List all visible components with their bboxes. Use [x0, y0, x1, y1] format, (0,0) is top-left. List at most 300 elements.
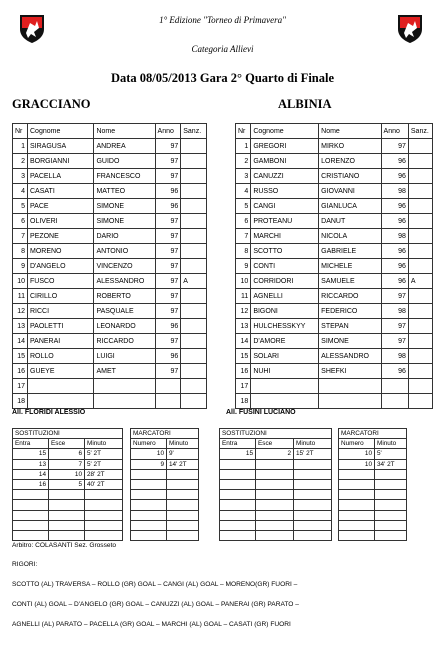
table-row: [13, 469, 123, 479]
player-surname: PACELLA: [28, 169, 94, 184]
table-row: [13, 184, 207, 199]
player-name: MATTEO: [94, 184, 155, 199]
player-surname: SCOTTO: [251, 244, 319, 259]
subs-title-row: [13, 429, 123, 439]
player-number: 15: [13, 349, 28, 364]
team-name-away: ALBINIA: [278, 97, 332, 111]
sub-minute: 15' 2T: [294, 449, 332, 459]
player-name: RICCARDO: [94, 334, 155, 349]
subs-header-entra: Entra: [220, 439, 256, 449]
player-year: 97: [155, 169, 181, 184]
scorer-minute: 5': [375, 449, 407, 459]
sub-minute: [294, 500, 332, 510]
player-sanction: [408, 244, 432, 259]
player-number: 4: [236, 184, 251, 199]
sub-out: 5: [49, 479, 85, 489]
team-name-home: GRACCIANO: [12, 97, 91, 111]
table-row: [220, 479, 332, 489]
sub-out: [256, 520, 294, 530]
player-sanction: [181, 289, 207, 304]
scorer-number: [339, 490, 375, 500]
sub-out: [256, 490, 294, 500]
scorer-minute: [375, 500, 407, 510]
player-year: 97: [381, 139, 408, 154]
player-name: [319, 394, 381, 409]
subs-header-minuto: Minuto: [85, 439, 123, 449]
column-header-sanz: Sanz.: [408, 124, 432, 139]
player-surname: FUSCO: [28, 274, 94, 289]
sub-in: [13, 490, 49, 500]
player-surname: CORRIDORI: [251, 274, 319, 289]
table-row: [13, 259, 207, 274]
sub-minute: [85, 490, 123, 500]
table-row: [13, 274, 207, 289]
table-row: [220, 449, 332, 459]
table-row: [131, 490, 199, 500]
table-row: [220, 459, 332, 469]
sub-minute: [294, 459, 332, 469]
player-number: 4: [13, 184, 28, 199]
scorer-number: 10: [339, 459, 375, 469]
sub-out: 6: [49, 449, 85, 459]
table-row: [236, 229, 433, 244]
player-number: 18: [13, 394, 28, 409]
sub-out: [49, 500, 85, 510]
player-year: 97: [155, 274, 181, 289]
sub-out: [49, 520, 85, 530]
player-surname: BIGONI: [251, 304, 319, 319]
player-surname: HULCHESSKYY: [251, 319, 319, 334]
player-surname: OLIVERI: [28, 214, 94, 229]
scorer-number: [131, 530, 167, 540]
table-row: [13, 349, 207, 364]
player-number: 13: [236, 319, 251, 334]
sub-in: 13: [13, 459, 49, 469]
subs-title: SOSTITUZIONI: [13, 429, 123, 439]
player-surname: CIRILLO: [28, 289, 94, 304]
player-surname: ROLLO: [28, 349, 94, 364]
table-row: [13, 394, 207, 409]
table-row: [13, 459, 123, 469]
player-name: GABRIELE: [319, 244, 381, 259]
scorers-title-row: [131, 429, 199, 439]
player-surname: RUSSO: [251, 184, 319, 199]
player-sanction: [181, 319, 207, 334]
scorers-table-home: [130, 428, 199, 541]
table-row: [236, 289, 433, 304]
player-number: 18: [236, 394, 251, 409]
table-row: [13, 169, 207, 184]
player-year: [381, 379, 408, 394]
player-number: 16: [13, 364, 28, 379]
player-sanction: A: [181, 274, 207, 289]
sub-out: [256, 479, 294, 489]
scorer-number: [131, 500, 167, 510]
player-number: 5: [13, 199, 28, 214]
scorers-table-away: [338, 428, 407, 541]
sub-minute: 5' 2T: [85, 459, 123, 469]
player-surname: GREGORI: [251, 139, 319, 154]
sub-out: [256, 530, 294, 540]
table-row: [131, 510, 199, 520]
column-header-nome: Nome: [319, 124, 381, 139]
scorer-number: [339, 479, 375, 489]
player-name: MIRKO: [319, 139, 381, 154]
scorer-minute: [167, 530, 199, 540]
scorer-minute: [167, 479, 199, 489]
subs-table-home: [12, 428, 123, 541]
scorer-number: [339, 520, 375, 530]
table-row: [13, 530, 123, 540]
player-year: 96: [155, 349, 181, 364]
scorer-number: [131, 490, 167, 500]
player-sanction: [408, 334, 432, 349]
player-name: ROBERTO: [94, 289, 155, 304]
scorer-minute: [375, 520, 407, 530]
player-sanction: [181, 214, 207, 229]
subs-header-row: [220, 439, 332, 449]
player-surname: [28, 394, 94, 409]
scorer-minute: [375, 469, 407, 479]
player-year: [381, 394, 408, 409]
page-title: Data 08/05/2013 Gara 2° Quarto di Finale: [110, 71, 335, 85]
player-year: 96: [381, 364, 408, 379]
sub-out: [49, 490, 85, 500]
table-row: [13, 289, 207, 304]
table-row: [236, 394, 433, 409]
player-name: SAMUELE: [319, 274, 381, 289]
sub-out: [256, 510, 294, 520]
player-sanction: [408, 349, 432, 364]
player-number: 6: [13, 214, 28, 229]
penalties-line-1: SCOTTO (AL) TRAVERSA – ROLLO (GR) GOAL – CANGI (AL) GOAL – MORENO(GR) FUORI –: [12, 581, 298, 588]
player-sanction: [181, 259, 207, 274]
scorer-number: [339, 469, 375, 479]
player-sanction: [408, 169, 432, 184]
player-sanction: [181, 334, 207, 349]
player-surname: BORGIANNI: [28, 154, 94, 169]
scorer-minute: [167, 520, 199, 530]
scorers-header-row: [339, 439, 407, 449]
player-sanction: [181, 379, 207, 394]
sub-in: 15: [13, 449, 49, 459]
scorers-title: MARCATORI: [131, 429, 199, 439]
player-sanction: [408, 364, 432, 379]
scorer-number: [131, 479, 167, 489]
player-name: GUIDO: [94, 154, 155, 169]
player-surname: D'ANGELO: [28, 259, 94, 274]
player-number: 1: [236, 139, 251, 154]
table-row: [13, 364, 207, 379]
sub-minute: 40' 2T: [85, 479, 123, 489]
scorers-header-minuto: Minuto: [375, 439, 407, 449]
player-sanction: [181, 229, 207, 244]
sub-in: [220, 490, 256, 500]
table-row: [339, 490, 407, 500]
player-number: 14: [13, 334, 28, 349]
player-surname: CONTI: [251, 259, 319, 274]
player-year: 97: [155, 229, 181, 244]
table-row: [13, 500, 123, 510]
player-sanction: [408, 289, 432, 304]
player-number: 1: [13, 139, 28, 154]
column-header-anno: Anno: [381, 124, 408, 139]
player-number: 2: [236, 154, 251, 169]
player-sanction: [181, 184, 207, 199]
roster-header-row: [236, 124, 433, 139]
column-header-nome: Nome: [94, 124, 155, 139]
player-year: 98: [381, 229, 408, 244]
header-line2: Categoria Allievi: [191, 44, 254, 54]
player-sanction: [408, 184, 432, 199]
sub-in: [220, 469, 256, 479]
player-year: [155, 394, 181, 409]
player-sanction: [181, 364, 207, 379]
player-surname: PAOLETTI: [28, 319, 94, 334]
player-surname: [251, 394, 319, 409]
player-year: 98: [381, 349, 408, 364]
table-row: [13, 449, 123, 459]
player-year: 97: [155, 364, 181, 379]
player-surname: MARCHI: [251, 229, 319, 244]
player-surname: SIRAGUSA: [28, 139, 94, 154]
player-sanction: [181, 169, 207, 184]
table-row: [339, 479, 407, 489]
player-surname: MORENO: [28, 244, 94, 259]
scorer-minute: [167, 490, 199, 500]
sub-minute: 5' 2T: [85, 449, 123, 459]
table-row: [236, 274, 433, 289]
player-surname: [251, 379, 319, 394]
table-row: [131, 500, 199, 510]
player-year: 96: [381, 169, 408, 184]
sub-out: 10: [49, 469, 85, 479]
column-header-cognome: Cognome: [28, 124, 94, 139]
sub-minute: [294, 530, 332, 540]
table-row: [220, 520, 332, 530]
player-name: MICHELE: [319, 259, 381, 274]
player-year: 97: [155, 154, 181, 169]
penalties-line-3: AGNELLI (AL) PARATO – PACELLA (GR) GOAL – MARCHI (AL) GOAL – CASATI (GR) FUORI: [12, 621, 291, 628]
sub-minute: [85, 530, 123, 540]
table-row: [13, 229, 207, 244]
table-row: [236, 379, 433, 394]
player-sanction: [408, 154, 432, 169]
subs-header-esce: Esce: [49, 439, 85, 449]
player-number: 11: [13, 289, 28, 304]
header-line1: 1° Edizione "Torneo di Primavera": [159, 15, 286, 25]
player-surname: AGNELLI: [251, 289, 319, 304]
table-row: [220, 500, 332, 510]
sub-minute: [85, 510, 123, 520]
scorer-number: [339, 510, 375, 520]
player-year: 96: [381, 154, 408, 169]
sub-in: [220, 520, 256, 530]
scorer-number: 9: [131, 459, 167, 469]
table-row: [13, 490, 123, 500]
player-surname: PEZONE: [28, 229, 94, 244]
player-year: 96: [155, 199, 181, 214]
player-year: 97: [155, 304, 181, 319]
player-number: 15: [236, 349, 251, 364]
table-row: [13, 520, 123, 530]
player-name: GIANLUCA: [319, 199, 381, 214]
player-surname: D'AMORE: [251, 334, 319, 349]
player-number: 8: [236, 244, 251, 259]
sub-out: [49, 510, 85, 520]
table-row: [131, 479, 199, 489]
player-number: 7: [236, 229, 251, 244]
sub-out: 2: [256, 449, 294, 459]
player-name: LORENZO: [319, 154, 381, 169]
player-number: 14: [236, 334, 251, 349]
player-surname: GUEYE: [28, 364, 94, 379]
player-sanction: [408, 379, 432, 394]
scorer-number: 10: [131, 449, 167, 459]
player-name: STEPAN: [319, 319, 381, 334]
player-year: 97: [155, 244, 181, 259]
sub-in: [13, 500, 49, 510]
subs-table-away: [219, 428, 332, 541]
player-surname: CANGI: [251, 199, 319, 214]
player-name: VINCENZO: [94, 259, 155, 274]
table-row: [236, 214, 433, 229]
player-number: 12: [13, 304, 28, 319]
player-surname: [28, 379, 94, 394]
table-row: [339, 510, 407, 520]
player-name: DANUT: [319, 214, 381, 229]
player-name: LUIGI: [94, 349, 155, 364]
player-sanction: [408, 394, 432, 409]
player-name: PASQUALE: [94, 304, 155, 319]
player-year: [155, 379, 181, 394]
table-row: [131, 469, 199, 479]
sub-in: 14: [13, 469, 49, 479]
player-name: [319, 379, 381, 394]
table-row: [220, 490, 332, 500]
player-number: 6: [236, 214, 251, 229]
table-row: [236, 184, 433, 199]
table-row: [131, 449, 199, 459]
player-year: 98: [381, 304, 408, 319]
player-sanction: [181, 244, 207, 259]
player-surname: PACE: [28, 199, 94, 214]
sub-in: [13, 510, 49, 520]
table-row: [13, 479, 123, 489]
table-row: [13, 379, 207, 394]
table-row: [220, 530, 332, 540]
player-name: FRANCESCO: [94, 169, 155, 184]
player-name: FEDERICO: [319, 304, 381, 319]
player-sanction: [408, 199, 432, 214]
table-row: [13, 334, 207, 349]
player-surname: PANERAI: [28, 334, 94, 349]
player-year: 97: [381, 334, 408, 349]
player-number: 7: [13, 229, 28, 244]
table-row: [131, 530, 199, 540]
table-row: [236, 304, 433, 319]
sub-in: 16: [13, 479, 49, 489]
scorer-number: 10: [339, 449, 375, 459]
table-row: [13, 510, 123, 520]
player-year: 96: [155, 319, 181, 334]
player-year: 96: [155, 184, 181, 199]
table-row: [131, 459, 199, 469]
player-year: 97: [155, 259, 181, 274]
table-row: [236, 169, 433, 184]
table-row: [339, 469, 407, 479]
subs-title-row: [220, 429, 332, 439]
sub-in: [13, 520, 49, 530]
player-number: 17: [13, 379, 28, 394]
player-number: 2: [13, 154, 28, 169]
scorer-minute: 14' 2T: [167, 459, 199, 469]
player-year: 97: [155, 334, 181, 349]
player-sanction: [408, 259, 432, 274]
table-row: [236, 364, 433, 379]
scorer-minute: [167, 469, 199, 479]
player-number: 11: [236, 289, 251, 304]
player-name: GIOVANNI: [319, 184, 381, 199]
scorers-header-row: [131, 439, 199, 449]
player-name: [94, 379, 155, 394]
scorers-header-numero: Numero: [339, 439, 375, 449]
sub-minute: [294, 510, 332, 520]
scorer-minute: 34' 2T: [375, 459, 407, 469]
player-year: 97: [155, 289, 181, 304]
player-sanction: [408, 229, 432, 244]
table-row: [220, 510, 332, 520]
scorer-number: [131, 510, 167, 520]
scorer-number: [131, 520, 167, 530]
sub-out: [256, 459, 294, 469]
subs-header-row: [13, 439, 123, 449]
player-number: 10: [13, 274, 28, 289]
table-row: [220, 469, 332, 479]
sub-minute: [85, 520, 123, 530]
sub-in: [220, 500, 256, 510]
penalties-line-2: CONTI (AL) GOAL – D'ANGELO (GR) GOAL – CANUZZI (AL) GOAL – PANERAI (GR) PARATO –: [12, 601, 299, 608]
player-name: CRISTIANO: [319, 169, 381, 184]
player-surname: PROTEANU: [251, 214, 319, 229]
table-row: [236, 334, 433, 349]
scorer-minute: [375, 530, 407, 540]
sub-minute: [294, 479, 332, 489]
player-surname: NUHI: [251, 364, 319, 379]
sub-in: [220, 530, 256, 540]
player-year: 96: [381, 274, 408, 289]
table-row: [236, 154, 433, 169]
player-name: ALESSANDRO: [319, 349, 381, 364]
player-sanction: A: [408, 274, 432, 289]
player-name: SIMONE: [319, 334, 381, 349]
table-row: [236, 259, 433, 274]
player-number: 17: [236, 379, 251, 394]
table-row: [339, 530, 407, 540]
subs-header-esce: Esce: [256, 439, 294, 449]
table-row: [236, 319, 433, 334]
player-sanction: [408, 319, 432, 334]
scorer-minute: 9': [167, 449, 199, 459]
player-sanction: [181, 139, 207, 154]
player-sanction: [181, 304, 207, 319]
table-row: [339, 500, 407, 510]
coach-home: All. FLORIDI ALESSIO: [12, 409, 86, 416]
player-number: 13: [13, 319, 28, 334]
player-name: LEONARDO: [94, 319, 155, 334]
player-surname: GAMBONI: [251, 154, 319, 169]
sub-in: [13, 530, 49, 540]
